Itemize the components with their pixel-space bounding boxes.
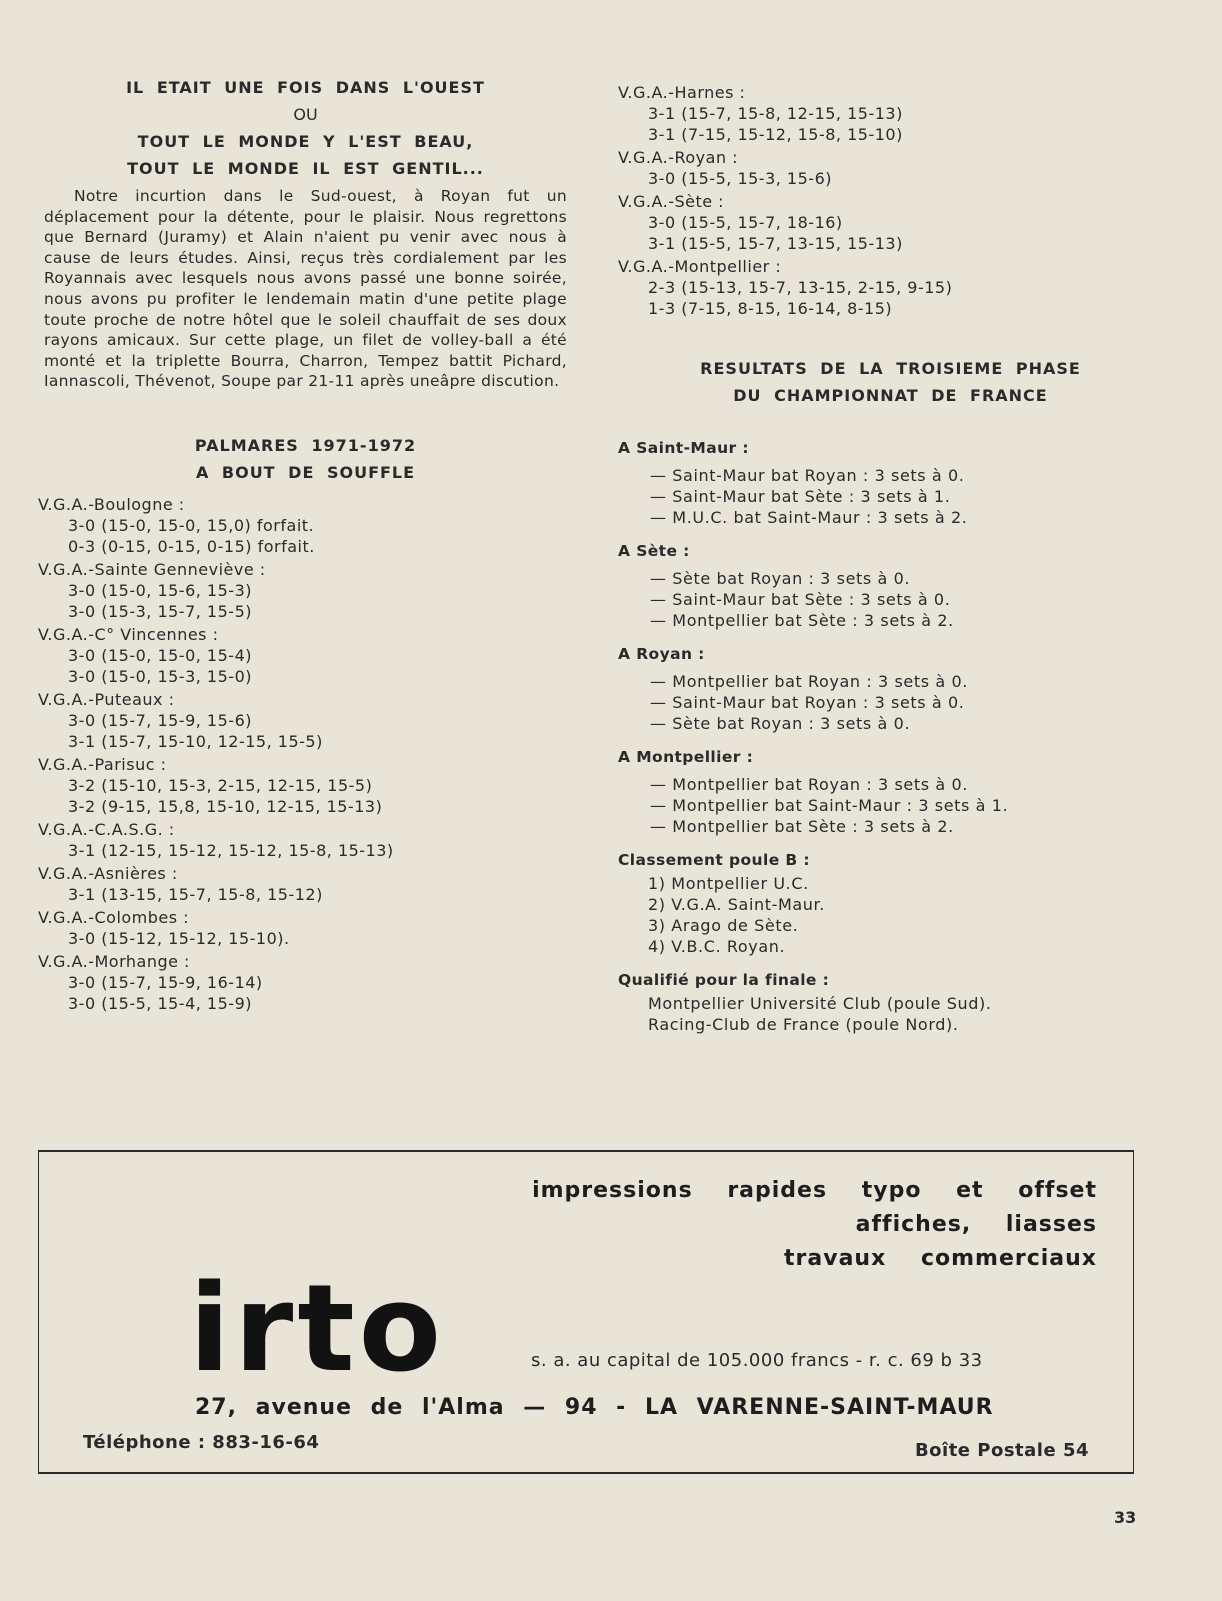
- match-score: 0-3 (0-15, 0-15, 0-15) forfait.: [68, 536, 315, 556]
- ad-line-1: impressions rapides typo et offset: [532, 1178, 1097, 1203]
- match-team: V.G.A.-Morhange :: [38, 951, 190, 971]
- match-score: 3-1 (12-15, 15-12, 15-12, 15-8, 15-13): [68, 840, 394, 860]
- match-block: [618, 147, 1163, 189]
- match-score: 3-0 (15-7, 15-9, 16-14): [68, 972, 263, 992]
- venue-block: [618, 748, 1163, 837]
- match-score: 3-0 (15-12, 15-12, 15-10).: [68, 928, 290, 948]
- venue-title: A Saint-Maur :: [618, 439, 749, 457]
- match-team: V.G.A.-Colombes :: [38, 907, 190, 927]
- match-score: 3-1 (15-7, 15-8, 12-15, 15-13): [648, 104, 903, 123]
- match-block: [618, 82, 1163, 145]
- match-block: [38, 907, 573, 949]
- irto-advertisement: [38, 1150, 1134, 1474]
- match-team: V.G.A.-Sète :: [618, 192, 725, 211]
- match-block: [38, 754, 573, 817]
- match-score: 3-0 (15-0, 15-6, 15-3): [68, 580, 252, 600]
- match-block: [38, 951, 573, 1014]
- ranking-item: 1) Montpellier U.C.: [648, 874, 809, 893]
- match-team: V.G.A.-Harnes :: [618, 83, 746, 102]
- match-block: [38, 819, 573, 861]
- ad-phone: Téléphone : 883-16-64: [83, 1432, 320, 1453]
- match-block: [38, 624, 573, 687]
- match-score: 3-0 (15-5, 15-3, 15-6): [648, 169, 832, 188]
- match-block: [38, 494, 573, 557]
- qualified-title: Qualifié pour la finale :: [618, 971, 830, 989]
- venue-title: A Montpellier :: [618, 748, 754, 766]
- match-score: 3-0 (15-5, 15-4, 15-9): [68, 993, 252, 1013]
- result-line: — Saint-Maur bat Sète : 3 sets à 0.: [650, 590, 951, 609]
- venue-block: [618, 542, 1163, 631]
- palmares-right-list: [618, 82, 1163, 319]
- match-score: 3-0 (15-0, 15-3, 15-0): [68, 666, 252, 686]
- match-block: [618, 256, 1163, 319]
- match-team: V.G.A.-Puteaux :: [38, 689, 175, 709]
- qualified-item: Montpellier Université Club (poule Sud).: [648, 994, 992, 1013]
- match-team: V.G.A.-C.A.S.G. :: [38, 819, 175, 839]
- match-score: 3-0 (15-0, 15-0, 15,0) forfait.: [68, 515, 315, 535]
- result-line: — Montpellier bat Royan : 3 sets à 0.: [650, 775, 968, 794]
- result-line: — Montpellier bat Royan : 3 sets à 0.: [650, 672, 968, 691]
- ranking-item: 3) Arago de Sète.: [648, 916, 799, 935]
- match-team: V.G.A.-Boulogne :: [38, 494, 185, 514]
- venue-block: [618, 645, 1163, 734]
- results-title-2: DU CHAMPIONNAT DE FRANCE: [733, 386, 1048, 405]
- ranking-item: 2) V.G.A. Saint-Maur.: [648, 895, 825, 914]
- result-line: — Saint-Maur bat Royan : 3 sets à 0.: [650, 693, 965, 712]
- match-team: V.G.A.-Royan :: [618, 148, 739, 167]
- irto-logo: irto: [189, 1260, 446, 1399]
- ranking-list: [618, 873, 1163, 957]
- ranking-title: Classement poule B :: [618, 851, 811, 869]
- match-score: 3-0 (15-5, 15-7, 18-16): [648, 213, 843, 232]
- match-score: 3-2 (15-10, 15-3, 2-15, 12-15, 15-5): [68, 775, 373, 795]
- match-score: 3-1 (13-15, 15-7, 15-8, 15-12): [68, 884, 323, 904]
- qualified-item: Racing-Club de France (poule Nord).: [648, 1015, 959, 1034]
- match-block: [38, 863, 573, 905]
- match-team: V.G.A.-Montpellier :: [618, 257, 782, 276]
- ad-po-box: Boîte Postale 54: [914, 1440, 1089, 1461]
- match-team: V.G.A.-Parisuc :: [38, 754, 167, 774]
- result-line: — M.U.C. bat Saint-Maur : 3 sets à 2.: [650, 508, 968, 527]
- palmares-title: PALMARES 1971-1972: [194, 435, 417, 455]
- story-title-2: OU: [293, 105, 318, 124]
- result-line: — Saint-Maur bat Sète : 3 sets à 1.: [650, 487, 951, 506]
- story-body: Notre incurtion dans le Sud-ouest, à Royan fut un déplacement pour la détente, pour le plaisir. Nous regrettons que Bernard (Juramy) et Alain n'aient pu venir avec nous à cause de leurs études. Ainsi, reçus très cordialement par les Royannais avec lesquels nous avons passé une bonne soirée, nous avons pu profiter le lendemain matin d'une petite plage toute proche de notre hôtel que le soleil chauffait de ses doux rayons amicaux. Sur cette plage, un filet de volley-ball a été monté et la triplette Bourra, Charron, Tempez battit Pichard, Iannascoli, Thévenot, Soupe par 21-11 après uneâpre discution.: [44, 187, 567, 391]
- match-score: 3-0 (15-7, 15-9, 15-6): [68, 710, 252, 730]
- match-block: [38, 559, 573, 622]
- palmares-left-list: [38, 494, 573, 1014]
- ad-line-2: affiches, liasses: [855, 1212, 1097, 1237]
- ad-line-3: travaux commerciaux: [784, 1246, 1097, 1271]
- page-number: 33: [1114, 1508, 1137, 1527]
- match-score: 3-1 (7-15, 15-12, 15-8, 15-10): [648, 125, 903, 144]
- story-title-3: TOUT LE MONDE Y L'EST BEAU,: [137, 132, 474, 151]
- match-score: 3-0 (15-0, 15-0, 15-4): [68, 645, 252, 665]
- ad-address: 27, avenue de l'Alma — 94 - LA VARENNE-SAINT-MAUR: [195, 1395, 994, 1420]
- match-team: V.G.A.-Asnières :: [38, 863, 178, 883]
- match-team: V.G.A.-Sainte Gennevièvе :: [38, 559, 266, 579]
- right-column: [618, 82, 1163, 1035]
- match-score: 3-1 (15-5, 15-7, 13-15, 15-13): [648, 234, 903, 253]
- match-score: 3-0 (15-3, 15-7, 15-5): [68, 601, 252, 621]
- match-block: [618, 191, 1163, 254]
- venue-title: A Sète :: [618, 542, 690, 560]
- venue-title: A Royan :: [618, 645, 705, 663]
- ad-capital: s. a. au capital de 105.000 francs - r. c. 69 b 33: [531, 1350, 983, 1371]
- match-score: 2-3 (15-13, 15-7, 13-15, 2-15, 9-15): [648, 278, 953, 297]
- result-line: — Montpellier bat Sète : 3 sets à 2.: [650, 817, 954, 836]
- left-column: [38, 78, 573, 1016]
- match-score: 1-3 (7-15, 8-15, 16-14, 8-15): [648, 299, 893, 318]
- palmares-subtitle: A BOUT DE SOUFFLE: [195, 462, 416, 482]
- match-score: 3-2 (9-15, 15,8, 15-10, 12-15, 15-13): [68, 796, 383, 816]
- match-team: V.G.A.-C° Vincennes :: [38, 624, 219, 644]
- result-line: — Sète bat Royan : 3 sets à 0.: [650, 569, 911, 588]
- result-line: — Montpellier bat Saint-Maur : 3 sets à 1.: [650, 796, 1009, 815]
- result-line: — Montpellier bat Sète : 3 sets à 2.: [650, 611, 954, 630]
- story-title-1: IL ETAIT UNE FOIS DANS L'OUEST: [126, 78, 485, 97]
- results-venues: [618, 439, 1163, 837]
- match-block: [38, 689, 573, 752]
- story-title-4: TOUT LE MONDE IL EST GENTIL...: [127, 159, 484, 178]
- result-line: — Sète bat Royan : 3 sets à 0.: [650, 714, 911, 733]
- venue-block: [618, 439, 1163, 528]
- result-line: — Saint-Maur bat Royan : 3 sets à 0.: [650, 466, 965, 485]
- match-score: 3-1 (15-7, 15-10, 12-15, 15-5): [68, 731, 323, 751]
- ranking-item: 4) V.B.C. Royan.: [648, 937, 786, 956]
- qualified-list: [618, 993, 1163, 1035]
- results-title-1: RESULTATS DE LA TROISIEME PHASE: [700, 359, 1081, 378]
